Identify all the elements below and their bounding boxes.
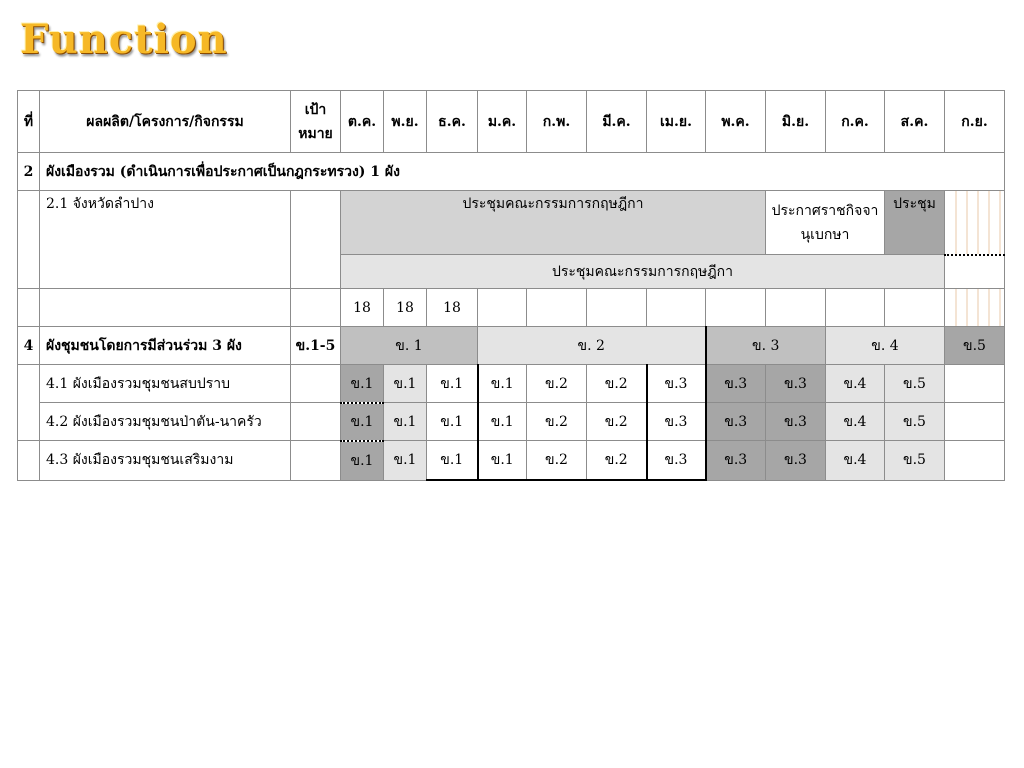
bar-meeting-council: ประชุมคณะกรรมการกฤษฎีกา: [341, 191, 766, 255]
count-nov: 18: [384, 289, 427, 327]
item-4-1-jul: ข.4: [826, 365, 885, 403]
bar-meeting-short: ประชุม: [885, 191, 945, 255]
item-4-3-jul: ข.4: [826, 441, 885, 480]
item-4-1-nov: ข.1: [384, 365, 427, 403]
count-cell: [527, 289, 587, 327]
item-4-2-sep: [945, 403, 1005, 441]
item-4-3-feb: ข.2: [527, 441, 587, 480]
step-4-bar: ข. 4: [826, 327, 945, 365]
item-4-2-target: [291, 403, 341, 441]
item-4-2-aug: ข.5: [885, 403, 945, 441]
section-4-row: [18, 327, 1005, 365]
header-month-aug: ส.ค.: [885, 91, 945, 153]
item-4-3-row: [18, 441, 1005, 480]
step-2-bar: ข. 2: [478, 327, 706, 365]
item-4-2-apr: ข.3: [647, 403, 706, 441]
header-month-mar: มี.ค.: [587, 91, 647, 153]
header-month-dec: ธ.ค.: [427, 91, 478, 153]
count-cell: [885, 289, 945, 327]
count-cell: [587, 289, 647, 327]
bar-announce-gazette: ประกาศราชกิจจานุเบกษา: [766, 191, 885, 255]
item-4-2-oct: ข.1: [341, 403, 384, 441]
header-month-jan: ม.ค.: [478, 91, 527, 153]
step-3-bar: ข. 3: [706, 327, 826, 365]
count-no: [18, 289, 40, 327]
item-4-1-may: ข.3: [706, 365, 766, 403]
header-row: [18, 91, 1005, 153]
count-cell: [766, 289, 826, 327]
item-4-2-feb: ข.2: [527, 403, 587, 441]
item-4-3-jan: ข.1: [478, 441, 527, 480]
count-label: [40, 289, 291, 327]
item-4-1-mar: ข.2: [587, 365, 647, 403]
bar-meeting-council-2: ประชุมคณะกรรมการกฤษฎีกา: [341, 255, 945, 289]
count-dec: 18: [427, 289, 478, 327]
item-4-2-dec: ข.1: [427, 403, 478, 441]
header-month-apr: เม.ย.: [647, 91, 706, 153]
header-month-nov: พ.ย.: [384, 91, 427, 153]
header-month-may: พ.ค.: [706, 91, 766, 153]
header-product: ผลผลิต/โครงการ/กิจกรรม: [40, 91, 291, 153]
item-4-2-jan: ข.1: [478, 403, 527, 441]
section-2-row: [18, 153, 1005, 191]
header-target: เป้าหมาย: [291, 91, 341, 153]
count-cell: [478, 289, 527, 327]
item-4-1-no: [18, 365, 40, 441]
item-2-1-row: [18, 191, 1005, 255]
item-2-1-target: [291, 191, 341, 289]
item-4-3-may: ข.3: [706, 441, 766, 480]
item-4-2-mar: ข.2: [587, 403, 647, 441]
empty-cell: [945, 255, 1005, 289]
item-4-3-nov: ข.1: [384, 441, 427, 480]
item-4-3-jun: ข.3: [766, 441, 826, 480]
item-4-1-target: [291, 365, 341, 403]
section-2-title: ผังเมืองรวม (ดำเนินการเพื่อประกาศเป็นกฎกระทรวง) 1 ผัง: [40, 153, 1005, 191]
count-cell: [706, 289, 766, 327]
vertical-lines-cell: [945, 191, 1005, 255]
step-1-bar: ข. 1: [341, 327, 478, 365]
item-4-1-oct: ข.1: [341, 365, 384, 403]
item-4-3-apr: ข.3: [647, 441, 706, 480]
item-4-1-feb: ข.2: [527, 365, 587, 403]
header-no: ที่: [18, 91, 40, 153]
item-4-3-target: [291, 441, 341, 480]
section-2-no: 2: [18, 153, 40, 191]
item-4-2-may: ข.3: [706, 403, 766, 441]
item-4-3-label: 4.3 ผังเมืองรวมชุมชนเสริมงาม: [40, 441, 291, 480]
count-row: [18, 289, 1005, 327]
item-4-2-row: [18, 403, 1005, 441]
item-4-1-sep: [945, 365, 1005, 403]
count-cell: [647, 289, 706, 327]
item-4-3-no: [18, 441, 40, 480]
item-4-2-jul: ข.4: [826, 403, 885, 441]
count-cell: [826, 289, 885, 327]
count-oct: 18: [341, 289, 384, 327]
item-4-1-label: 4.1 ผังเมืองรวมชุมชนสบปราบ: [40, 365, 291, 403]
section-4-target: ข.1-5: [291, 327, 341, 365]
header-month-jul: ก.ค.: [826, 91, 885, 153]
item-4-3-aug: ข.5: [885, 441, 945, 480]
item-4-2-nov: ข.1: [384, 403, 427, 441]
item-4-1-jan: ข.1: [478, 365, 527, 403]
item-4-3-mar: ข.2: [587, 441, 647, 480]
item-2-1-label: 2.1 จังหวัดลำปาง: [40, 191, 291, 289]
vertical-lines-cell: [945, 289, 1005, 327]
item-4-1-row: [18, 365, 1005, 403]
item-4-3-sep: [945, 441, 1005, 480]
header-month-jun: มิ.ย.: [766, 91, 826, 153]
item-4-3-dec: ข.1: [427, 441, 478, 480]
header-month-feb: ก.พ.: [527, 91, 587, 153]
slide-title: Function: [20, 16, 228, 63]
item-4-1-apr: ข.3: [647, 365, 706, 403]
item-4-2-jun: ข.3: [766, 403, 826, 441]
item-4-3-oct: ข.1: [341, 441, 384, 480]
item-4-1-dec: ข.1: [427, 365, 478, 403]
item-4-1-aug: ข.5: [885, 365, 945, 403]
count-target: [291, 289, 341, 327]
item-4-1-jun: ข.3: [766, 365, 826, 403]
step-5-bar: ข.5: [945, 327, 1005, 365]
section-4-no: 4: [18, 327, 40, 365]
schedule-table: [17, 90, 1005, 481]
item-2-1-no: [18, 191, 40, 289]
header-month-oct: ต.ค.: [341, 91, 384, 153]
section-4-title: ผังชุมชนโดยการมีส่วนร่วม 3 ผัง: [40, 327, 291, 365]
header-month-sep: ก.ย.: [945, 91, 1005, 153]
item-4-2-label: 4.2 ผังเมืองรวมชุมชนป่าตัน-นาครัว: [40, 403, 291, 441]
